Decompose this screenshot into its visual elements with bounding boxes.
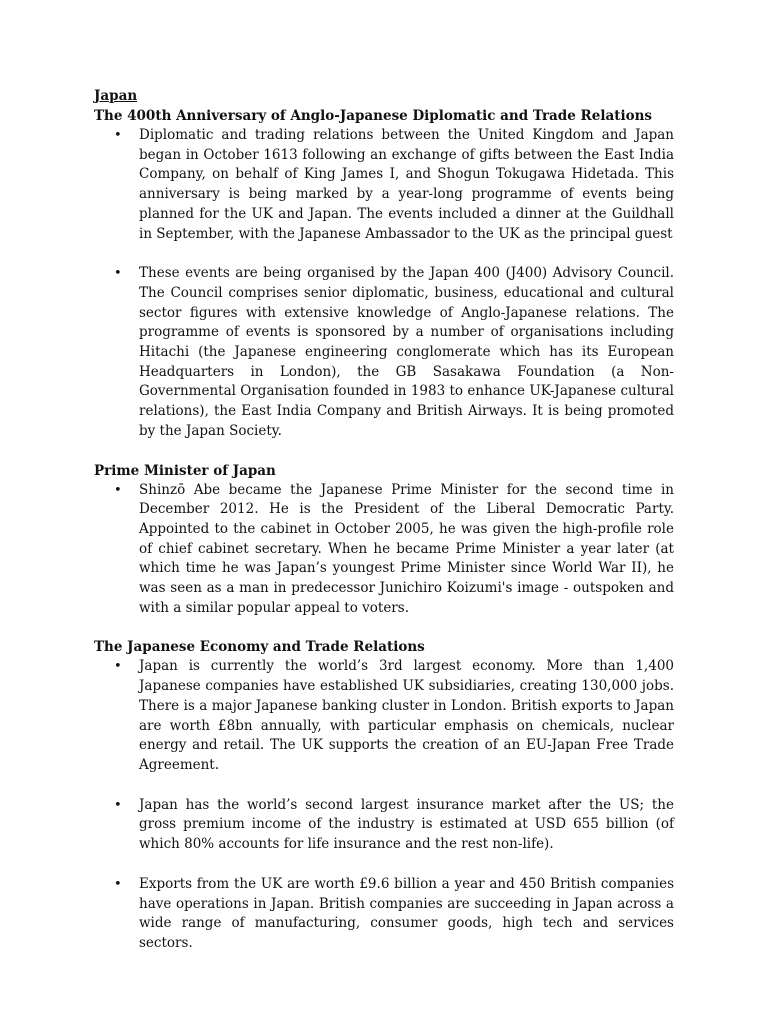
bullet-text: Exports from the UK are worth £9.6 billion a year and 450 British companies have operations in Japan. British companies are succeeding in Japan across a wide range of manufacturing, consumer goods, high tech and services sectors. [139,875,674,951]
bullet-list-prime-minister [94,481,674,619]
bullet-item [94,657,674,775]
bullet-item [94,126,674,244]
section-heading-anniversary: The 400th Anniversary of Anglo-Japanese Diplomatic and Trade Relations [94,108,653,124]
bullet-text: Japan has the world’s second largest insurance market after the US; the gross premium income of the industry is estimated at USD 655 billion (of which 80% accounts for life insurance and the rest non-life). [139,796,674,853]
bullet-icon: • [114,659,122,675]
bullet-icon: • [114,266,122,282]
bullet-list-economy [94,657,674,953]
bullet-icon: • [114,797,122,813]
bullet-item [94,796,674,855]
bullet-item [94,481,674,619]
bullet-text: Japan is currently the world’s 3rd largest economy. More than 1,400 Japanese companies have established UK subsidiaries, creating 130,000 jobs. There is a major Japanese banking cluster in London. British exports to Japan are worth £8bn annually, with particular emphasis on chemicals, nuclear energy and retail. The UK supports the creation of an EU-Japan Free Trade Agreement. [139,658,674,773]
bullet-list-anniversary [94,126,674,442]
bullet-icon: • [114,876,122,892]
bullet-text: Shinzō Abe became the Japanese Prime Minister for the second time in December 2012. He is the President of the Liberal Democratic Party. Appointed to the cabinet in October 2005, he was given the high-profile role of chief cabinet secretary. When he became Prime Minister a year later (at which time he was Japan’s youngest Prime Minister since World War II), he was seen as a man in predecessor Junichiro Koizumi's image - outspoken and with a similar popular appeal to voters. [139,481,674,616]
document-title: Japan [94,88,138,104]
bullet-icon: • [114,482,122,498]
bullet-item [94,264,674,441]
section-heading-prime-minister: Prime Minister of Japan [94,462,276,479]
document-page [94,86,674,954]
bullet-item [94,875,674,954]
section-heading-economy: The Japanese Economy and Trade Relations [94,639,425,656]
bullet-text: These events are being organised by the Japan 400 (J400) Advisory Council. The Council comprises senior diplomatic, business, educational and cultural sector figures with extensive knowledge of Anglo-Japanese relations. The programme of events is sponsored by a number of organisations including Hitachi (the Japanese engineering conglomerate which has its European Headquarters in London), the GB Sasakawa Foundation (a Non-Governmental Organisation founded in 1983 to enhance UK-Japanese cultural relations), the East India Company and British Airways. It is being promoted by the Japan Society. [139,265,674,439]
bullet-text: Diplomatic and trading relations between the United Kingdom and Japan began in October 1613 following an exchange of gifts between the East India Company, on behalf of King James I, and Shogun Tokugawa Hidetada. This anniversary is being marked by a year-long programme of events being planned for the UK and Japan. The events included a dinner at the Guildhall in September, with the Japanese Ambassador to the UK as the principal guest [139,127,674,242]
bullet-icon: • [114,128,122,143]
